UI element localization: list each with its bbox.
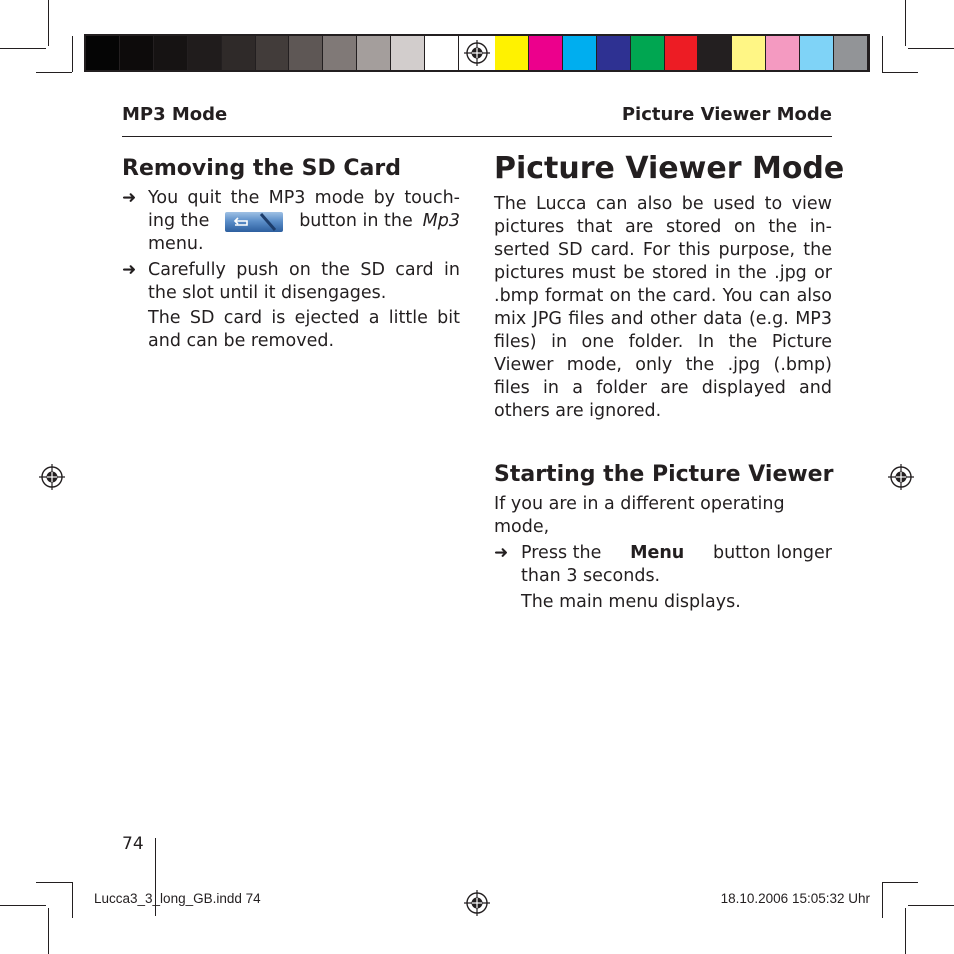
crop-mark-tl-h bbox=[0, 48, 46, 49]
registration-mark-icon bbox=[464, 40, 490, 66]
color-swatch bbox=[732, 36, 766, 70]
color-swatch bbox=[563, 36, 597, 70]
crop-mark-br-v bbox=[905, 908, 906, 954]
operating-mode-paragraph: If you are in a different operating mode, bbox=[494, 494, 785, 537]
bullet-line: You quit the MP3 mode by touch- bbox=[148, 188, 460, 208]
page-title: Picture Viewer Mode bbox=[494, 151, 845, 186]
crop-mark-bl-v2 bbox=[72, 882, 73, 918]
color-swatch bbox=[188, 36, 222, 70]
bullet-line bbox=[521, 542, 832, 565]
crop-mark-bl-h2 bbox=[36, 882, 72, 883]
arrow-bullet-icon: ➜ bbox=[122, 260, 137, 280]
color-swatch bbox=[800, 36, 834, 70]
color-swatch bbox=[631, 36, 665, 70]
running-header-right: Picture Viewer Mode bbox=[621, 104, 832, 125]
color-swatch bbox=[391, 36, 425, 70]
color-swatch bbox=[495, 36, 529, 70]
crop-mark-tr-h bbox=[908, 48, 954, 49]
crop-mark-br-h2 bbox=[882, 882, 918, 883]
arrow-bullet-icon: ➜ bbox=[122, 188, 137, 208]
color-swatch bbox=[766, 36, 800, 70]
menu-name-mp3: Mp3 bbox=[422, 211, 460, 231]
color-swatch bbox=[323, 36, 357, 70]
result-sd-ejected: The SD card is ejected a little bit and can be removed. bbox=[148, 308, 460, 351]
color-swatch bbox=[665, 36, 699, 70]
bullet-push-sd: Carefully push on the SD card in the slot until it disengages. bbox=[148, 260, 460, 303]
bullet-line bbox=[148, 210, 460, 233]
crop-mark-bl-h bbox=[0, 905, 46, 906]
crop-mark-br-v2 bbox=[882, 882, 883, 918]
color-swatch bbox=[154, 36, 188, 70]
crop-mark-tr-h2 bbox=[882, 72, 918, 73]
crop-mark-tr-v2 bbox=[882, 36, 883, 72]
color-swatch bbox=[529, 36, 563, 70]
slug-filename: Lucca3_3_long_GB.indd 74 bbox=[94, 891, 261, 906]
registration-mark-icon bbox=[39, 464, 65, 490]
bullet-text: ing the bbox=[148, 211, 210, 231]
crop-mark-bl-v bbox=[48, 908, 49, 954]
color-swatch bbox=[698, 36, 732, 70]
section-heading-removing-sd: Removing the SD Card bbox=[122, 156, 401, 181]
crop-mark-tl-h2 bbox=[36, 72, 72, 73]
crop-mark-tl-v2 bbox=[72, 36, 73, 72]
bullet-text: Press the bbox=[521, 543, 602, 563]
registration-mark-icon bbox=[464, 890, 490, 916]
crop-mark-tr-v bbox=[905, 0, 906, 46]
crop-mark-tl-v bbox=[48, 0, 49, 46]
color-swatch bbox=[834, 36, 868, 70]
page-number: 74 bbox=[122, 834, 144, 854]
slug-datetime: 18.10.2006 15:05:32 Uhr bbox=[720, 891, 870, 906]
color-swatch bbox=[289, 36, 323, 70]
bullet-text: button in the bbox=[299, 211, 413, 231]
bullet-quit-mp3 bbox=[148, 187, 460, 256]
color-swatch bbox=[256, 36, 290, 70]
back-button-icon bbox=[225, 212, 283, 232]
section-heading-starting-viewer: Starting the Picture Viewer bbox=[494, 462, 834, 487]
header-rule bbox=[122, 136, 832, 137]
menu-button-name: Menu bbox=[630, 543, 685, 563]
bullet-text: button longer bbox=[712, 543, 832, 563]
arrow-bullet-icon: ➜ bbox=[494, 543, 509, 563]
bullet-line: menu. bbox=[148, 234, 204, 254]
result-main-menu: The main menu displays. bbox=[521, 592, 741, 612]
color-swatch bbox=[120, 36, 154, 70]
color-swatch bbox=[86, 36, 120, 70]
bullet-press-menu bbox=[521, 542, 832, 588]
crop-mark-br-h bbox=[908, 905, 954, 906]
color-swatch bbox=[357, 36, 391, 70]
running-header-left: MP3 Mode bbox=[122, 104, 228, 125]
intro-paragraph: The Lucca can also be used to view pictures that are stored on the in-serted SD card. For this purpose, the pictures must be stored in the .jpg or .bmp format on the card. You can also mix JPG files and other data (e.g. MP3 files) in one folder. In the Picture Viewer mode, only the .jpg (.bmp) files in a folder are displayed and others are ignored. bbox=[494, 194, 832, 421]
color-swatch bbox=[222, 36, 256, 70]
bullet-line: than 3 seconds. bbox=[521, 566, 661, 586]
color-swatch bbox=[597, 36, 631, 70]
color-swatch bbox=[425, 36, 459, 70]
registration-mark-icon bbox=[888, 464, 914, 490]
